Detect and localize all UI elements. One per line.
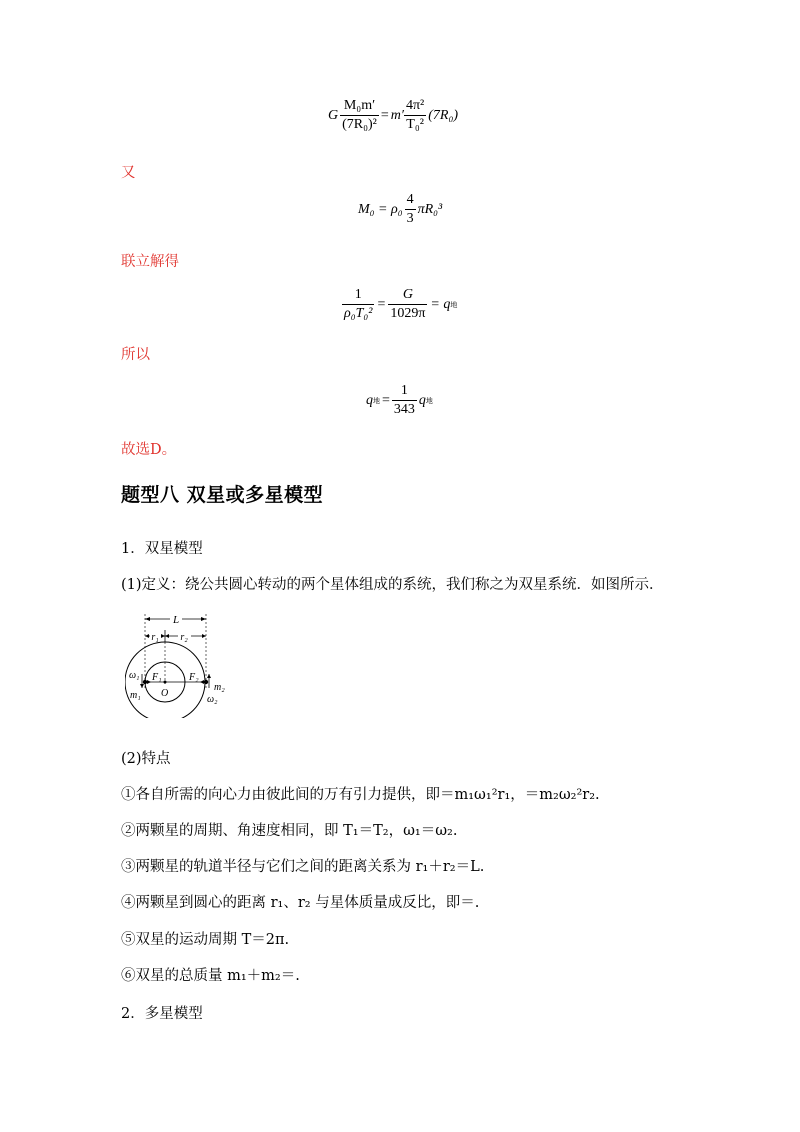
eq3-fraction-right <box>388 287 427 322</box>
eq1-denominator-2: T₀² <box>406 117 424 132</box>
eq2-numerator: 4 <box>405 192 416 210</box>
eq1-fraction-right <box>404 98 426 133</box>
eq3-denominator-2: 1029π <box>390 306 426 321</box>
eq2-rhs: πR₀³ <box>417 201 443 217</box>
feature-6: ⑥双星的总质量 m₁＋m₂＝. <box>121 968 300 984</box>
eq1-equals: = <box>380 107 389 123</box>
label-r2: r₂ <box>180 632 188 643</box>
label-omega1: ω₁ <box>129 670 140 681</box>
feature-4: ④两颗星到圆心的距离 r₁、r₂ 与星体质量成反比，即＝. <box>121 895 480 911</box>
eq3-denominator: ρ₀T₀² <box>344 306 373 321</box>
label-you: 又 <box>121 165 136 181</box>
feature-2: ②两颗星的周期、角速度相同，即 T₁＝T₂，ω₁＝ω₂. <box>121 823 458 839</box>
eq2-denominator: 3 <box>406 211 414 226</box>
equation-gravity <box>328 98 458 133</box>
label-F2: F₂ <box>189 672 199 683</box>
eq1-denominator: (7R₀)² <box>342 117 377 132</box>
label-omega2: ω₂ <box>207 694 218 705</box>
label-r1: r₁ <box>151 632 159 643</box>
eq1-G: G <box>328 107 339 123</box>
eq3-fraction-left <box>342 287 374 322</box>
star-m2-dot <box>204 680 208 684</box>
definition-text: (1)定义：绕公共圆心转动的两个星体组成的系统，我们称之为双星系统．如图所示． <box>121 577 664 593</box>
eq3-numerator-2: G <box>388 287 427 305</box>
item1-title: 1．双星模型 <box>121 541 203 557</box>
star-m1-dot <box>143 680 147 684</box>
answer-text: 故选D。 <box>121 442 177 458</box>
equation-solve: $\frac{1}{\text{ρ₀T₀²}}$ = $\frac{G}{1029\pi}$ = q 地 <box>344 287 458 321</box>
binary-star-diagram <box>125 608 245 718</box>
eq2-lhs: M₀ = ρ₀ <box>358 201 403 217</box>
label-suoyi: 所以 <box>121 347 150 363</box>
eq4-equals: = <box>382 392 390 408</box>
eq4-denominator: 343 <box>393 402 415 417</box>
label-O: O <box>161 688 169 699</box>
eq2-fraction <box>405 192 416 227</box>
label-m1: m₁ <box>130 690 141 701</box>
feature-1: ①各自所需的向心力由彼此间的万有引力提供，即＝m₁ω₁²r₁，＝m₂ω₂²r₂. <box>121 787 600 803</box>
eq1-numerator: M₀m′ <box>340 98 379 116</box>
features-title: (2)特点 <box>121 751 171 767</box>
equation-result: q 地 = $\frac{1}{343}$ q 地 <box>366 383 433 417</box>
eq1-numerator-2: 4π² <box>404 98 426 116</box>
eq3-rhs: = q <box>430 296 451 312</box>
feature-3: ③两颗星的轨道半径与它们之间的距离关系为 r₁＋r₂＝L. <box>121 859 485 875</box>
label-lianli: 联立解得 <box>121 254 179 270</box>
eq3-equals: = <box>377 296 386 312</box>
eq1-fraction-left <box>340 98 379 133</box>
center-dot <box>164 681 167 684</box>
equation-mass <box>358 192 442 227</box>
eq3-numerator: 1 <box>342 287 374 305</box>
eq4-rhs: q <box>418 392 426 408</box>
label-L: L <box>172 614 180 626</box>
section-title: 题型八 双星或多星模型 <box>121 484 324 506</box>
item2-title: 2．多星模型 <box>121 1006 203 1022</box>
eq4-fraction <box>392 383 417 418</box>
eq1-tail: (7R₀) <box>428 107 458 123</box>
eq4-lhs: q <box>366 392 373 408</box>
label-F1: F₁ <box>152 672 162 683</box>
feature-5: ⑤双星的运动周期 T＝2π. <box>121 932 290 948</box>
eq4-numerator: 1 <box>392 383 417 401</box>
eq1-m: m′ <box>390 107 404 123</box>
label-m2: m₂ <box>214 682 225 693</box>
